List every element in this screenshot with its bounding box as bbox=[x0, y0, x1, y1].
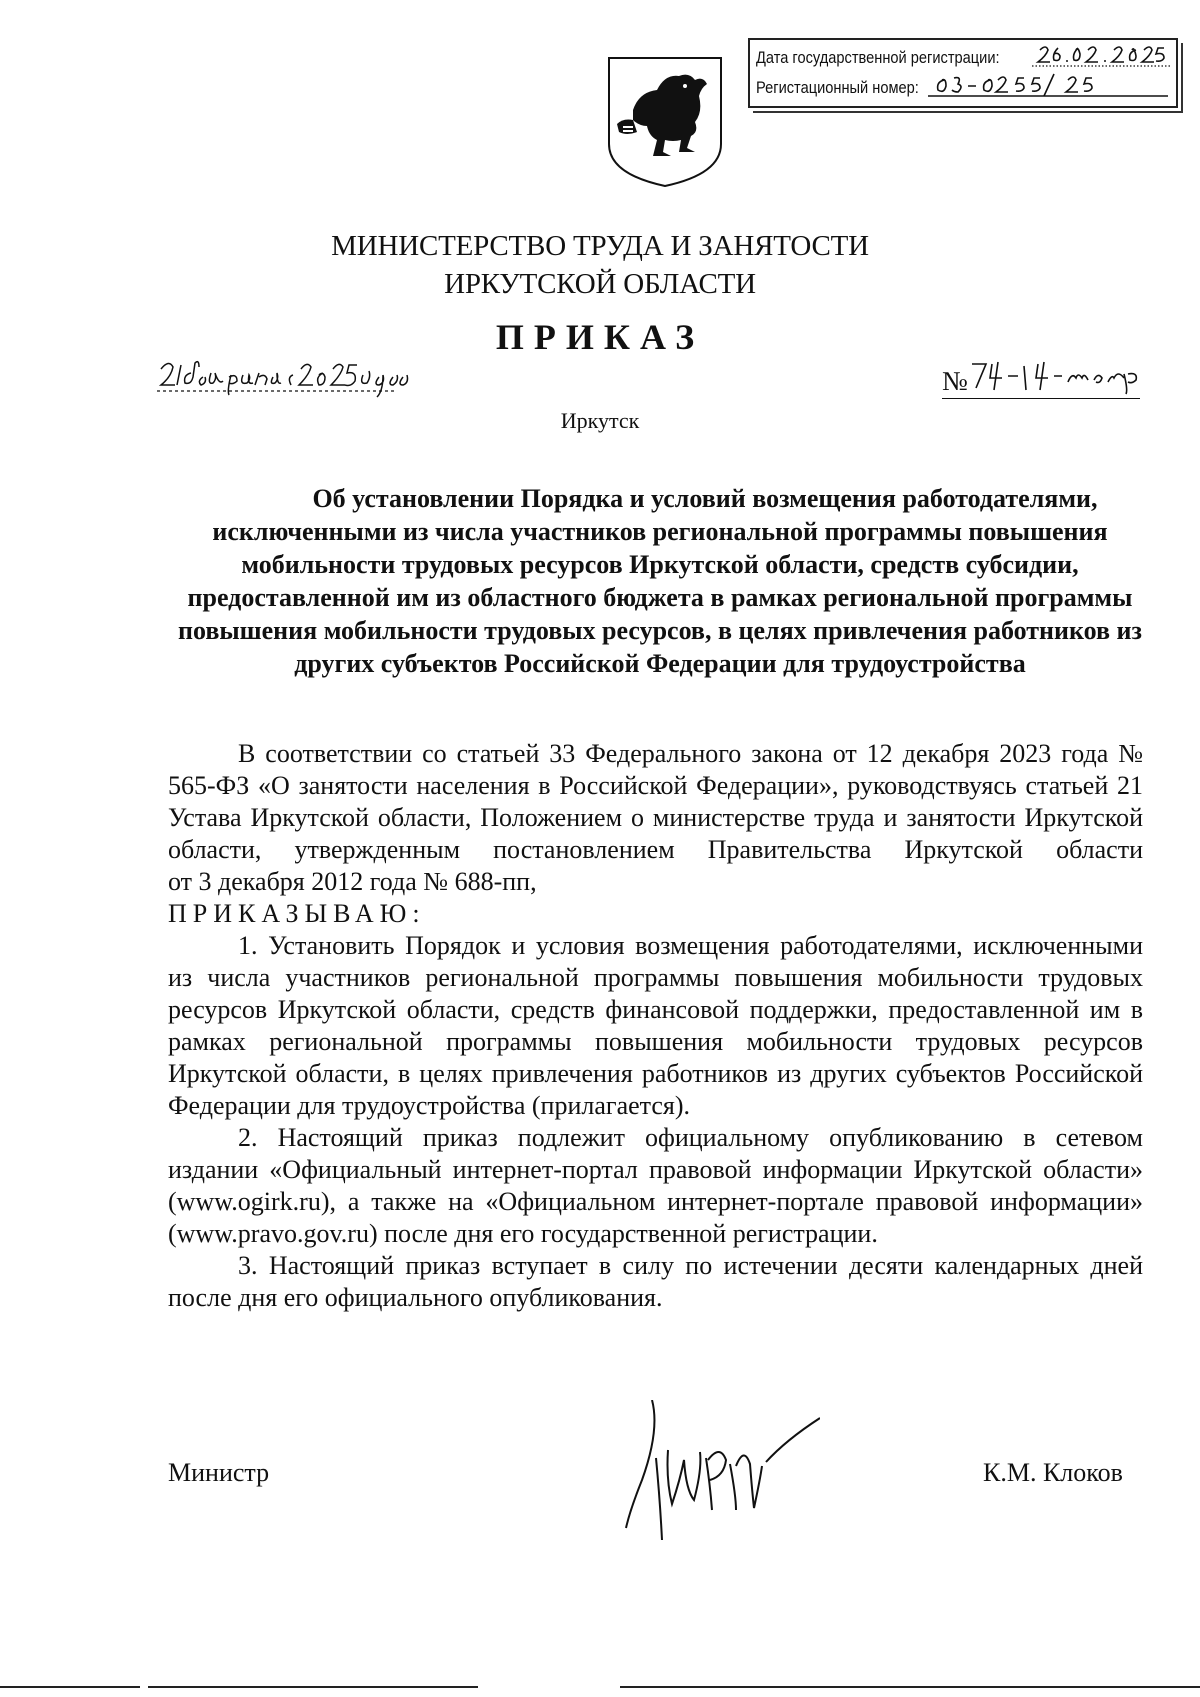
registration-number-label: Регистационный номер: bbox=[756, 78, 919, 97]
order-number-underline bbox=[942, 398, 1140, 399]
order-title-line1: Об установлении Порядка и условий возмещения работодателями, bbox=[312, 484, 1098, 513]
command-word: ПРИКАЗЫВАЮ: bbox=[168, 899, 426, 928]
order-title bbox=[170, 482, 1150, 680]
order-body bbox=[168, 738, 1143, 1314]
irkutsk-coat-of-arms-icon bbox=[603, 52, 727, 190]
page-edge-line bbox=[620, 1686, 1200, 1688]
page-edge-line bbox=[0, 1686, 140, 1688]
page-edge-line bbox=[148, 1686, 478, 1688]
handwritten-signature bbox=[590, 1400, 820, 1550]
signatory-name: К.М. Клоков bbox=[983, 1458, 1123, 1487]
preamble-paragraph-end: от 3 декабря 2012 года № 688-пп, bbox=[168, 867, 537, 896]
preamble-paragraph: В соответствии со статьей 33 Федерального закона от 12 декабря 2023 года № 565-ФЗ «О занятости населения в Российской Федерации», руководствуясь статьей 21 Устава Иркутской области, Положением о министерстве труда и занятости Иркутской области, утвержденным постановлением Правительства Иркутской области bbox=[168, 739, 1143, 864]
registration-stamp bbox=[748, 38, 1178, 108]
signatory-title: Министр bbox=[168, 1458, 270, 1487]
order-title-rest: исключенными из числа участников региональной программы повышения мобильности трудовых ресурсов Иркутской области, средств субсидии, предоставленной им из областного бюджета в рамках региональной программы повышения мобильности трудовых ресурсов, в целях привлечения работников из других субъектов Российской Федерации для трудоустройства bbox=[178, 517, 1142, 678]
order-item-3: 3. Настоящий приказ вступает в силу по истечении десяти календарных дней после дня его официального опубликования. bbox=[168, 1251, 1143, 1312]
handwritten-order-date bbox=[157, 355, 447, 403]
order-item-2: 2. Настоящий приказ подлежит официальному опубликованию в сетевом издании «Официальный интернет-портал правовой информации Иркутской области» (www.ogirk.ru), а также на «Официальном интернет-портале правовой информации» (www.pravo.gov.ru) после дня его государственной регистрации. bbox=[168, 1123, 1143, 1248]
order-item-1: 1. Установить Порядок и условия возмещения работодателями, исключенными из числа участников региональной программы повышения мобильности трудовых ресурсов Иркутской области, средств финансовой поддержки, предоставленной им в рамках региональной программы повышения мобильности трудовых ресурсов Иркутской области, в целях привлечения работников из других субъектов Российской Федерации для трудоустройства (прилагается). bbox=[168, 931, 1143, 1120]
order-number-label: № bbox=[942, 366, 968, 396]
registration-date-label: Дата государственной регистрации: bbox=[756, 48, 1000, 67]
ministry-name-line1: МИНИСТЕРСТВО ТРУДА И ЗАНЯТОСТИ bbox=[331, 230, 869, 262]
registration-date-handwritten bbox=[1032, 40, 1172, 70]
city: Иркутск bbox=[560, 408, 640, 433]
registration-number-handwritten bbox=[928, 70, 1170, 102]
document-type: ПРИКАЗ bbox=[495, 317, 705, 357]
handwritten-order-number bbox=[968, 352, 1146, 398]
ministry-name-line2: ИРКУТСКОЙ ОБЛАСТИ bbox=[444, 268, 756, 300]
